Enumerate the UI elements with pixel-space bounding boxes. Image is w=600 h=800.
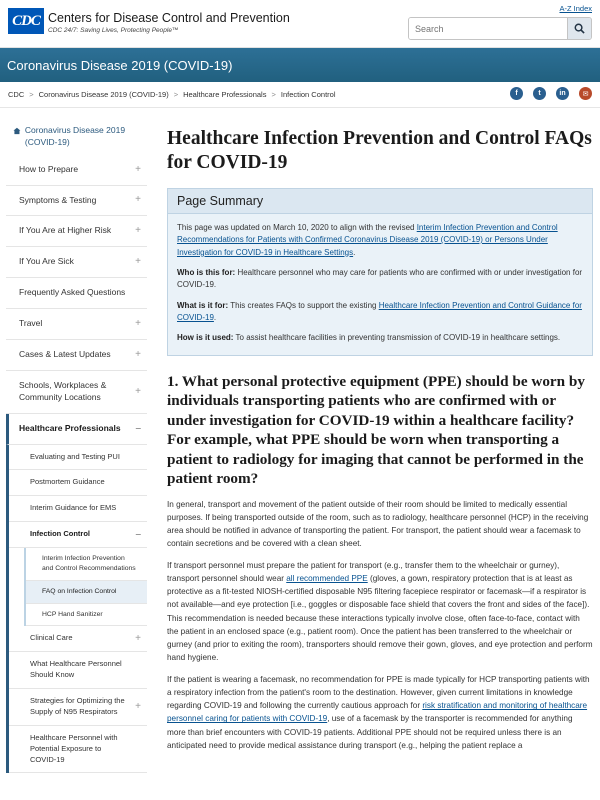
sidebar-subitem-clinical-care[interactable] xyxy=(9,626,147,652)
question-heading: 1. What personal protective equipment (PPE) should be worn by individuals transporting patients who are confirmed with or under investigation for COVID-19 within a healthcare facility? For example, what PPE should be worn when transporting a patient to radiology for imaging that cannot be performed in the patient room? xyxy=(167,372,585,488)
collapse-icon[interactable]: – xyxy=(135,528,141,540)
answer-paragraph: In general, transport and movement of the patient outside of their room should be limited to medically essential purposes. If being transported outside of the room, such as to radiology, healthcare personnel (HCP) in the receiving area should be notified in advance of transporting the patient. For transport, the patient should wear a facemask to contain secretions and be covered with a clean sheet. xyxy=(167,499,589,548)
sidebar-subitem-label: Interim Guidance for EMS xyxy=(30,503,117,513)
summary-updated: This page was updated on March 10, 2020 to align with the revised Interim Infection Prevention and Control Recommendations for Patients with Confirmed Coronavirus Disease 2019 (COVID-19) or Persons Under Investigation for COVID-19 in Healthcare Settings. xyxy=(177,222,558,257)
sidebar-subitem-evaluating-and-testing-pui[interactable] xyxy=(9,445,147,471)
breadcrumb-separator: > xyxy=(173,90,179,99)
breadcrumb-covid[interactable]: Coronavirus Disease 2019 (COVID-19) xyxy=(38,90,169,99)
sidebar-item-schools-workplaces-and-community-locations[interactable] xyxy=(6,371,147,414)
summary-what-link[interactable]: Healthcare Infection Prevention and Control Guidance for COVID-19 xyxy=(177,300,582,323)
home-icon xyxy=(13,126,21,136)
sidebar-subsubitem[interactable]: Interim Infection Prevention and Control Recommendations xyxy=(26,548,147,581)
sidebar-item-label: If You Are at Higher Risk xyxy=(19,225,112,236)
sidebar-subitem-label: Evaluating and Testing PUI xyxy=(30,451,120,461)
brand[interactable] xyxy=(48,11,290,34)
sidebar-subitem-interim-guidance-for-ems[interactable] xyxy=(9,496,147,522)
summary-how: How is it used: To assist healthcare facilities in preventing transmission of COVID-19 in healthcare settings. xyxy=(177,333,561,343)
expand-icon[interactable]: + xyxy=(135,318,141,330)
social-share xyxy=(510,87,592,100)
sidebar-subitem-label: Clinical Care xyxy=(30,633,73,643)
banner-title[interactable]: Coronavirus Disease 2019 (COVID-19) xyxy=(7,57,233,73)
sidebar-subitem-postmortem-guidance[interactable] xyxy=(9,470,147,496)
linkedin-icon[interactable]: in xyxy=(556,87,569,100)
healthcare-subnav xyxy=(6,445,147,774)
search-icon xyxy=(574,23,585,34)
breadcrumb-cdc[interactable]: CDC xyxy=(8,90,25,99)
expand-icon[interactable]: + xyxy=(135,225,141,237)
sidebar-item-label: Symptoms & Testing xyxy=(19,194,97,205)
sidebar-item-if-you-are-sick[interactable] xyxy=(6,247,147,278)
cdc-logo[interactable]: CDC xyxy=(8,8,44,34)
search-input[interactable] xyxy=(409,18,567,39)
breadcrumb-separator: > xyxy=(29,90,34,99)
sidebar-item-cases-and-latest-updates[interactable] xyxy=(6,340,147,371)
breadcrumb-separator: > xyxy=(271,90,276,99)
sidebar-home-label: Coronavirus Disease 2019 (COVID-19) xyxy=(24,125,126,148)
sidebar-subitem-label: Healthcare Personnel with Potential Exposure to COVID-19 xyxy=(30,732,118,764)
sidebar-item-symptoms-and-testing[interactable] xyxy=(6,186,147,217)
sidebar-item-label: Frequently Asked Questions xyxy=(19,287,126,298)
sidebar-subitem-healthcare-personnel-with-potential-exposure-to-covid-19[interactable] xyxy=(9,726,147,774)
answer-paragraph: If the patient is wearing a facemask, no recommendation for PPE is made typically for HCP transporting patients with a respiratory infection from the patient's room to the destination. However, given current limitations in knowledge regarding COVID-19 and following the currently cautious approach for risk stratification and monitoring of healthcare personnel caring for patients with COVID-19, use of a facemask by the transporter is recommended for anything more than brief encounters with COVID-19 patients. Additional PPE should not be required unless there is an anticipated need to provide medical assistance during transport (e.g., helping the patient replace a xyxy=(167,675,590,750)
sidebar-subitem-infection-control[interactable] xyxy=(9,522,147,548)
sidebar-subitem-label: Postmortem Guidance xyxy=(30,477,105,487)
summary-body xyxy=(168,214,592,355)
expand-icon[interactable]: + xyxy=(135,348,141,360)
summary-heading: Page Summary xyxy=(168,189,592,214)
twitter-icon[interactable]: t xyxy=(533,87,546,100)
expand-icon[interactable]: + xyxy=(135,632,141,644)
search-bar xyxy=(408,17,592,40)
infection-control-subnav xyxy=(24,548,147,626)
summary-who: Who is this for: Healthcare personnel who may care for patients who are confirmed with or under investigation for COVID-19. xyxy=(177,267,583,290)
sidebar-item-label: Travel xyxy=(19,318,43,329)
az-index-link[interactable]: A-Z Index xyxy=(559,4,592,13)
sidebar-subsubitem[interactable]: HCP Hand Sanitizer xyxy=(26,604,147,627)
sidebar-item-frequently-asked-questions[interactable] xyxy=(6,278,147,309)
sidebar-item-label: Schools, Workplaces & Community Locations xyxy=(19,379,107,402)
summary-updated-link[interactable]: Interim Infection Prevention and Control Recommendations for Patients with Confirmed Coronavirus Disease 2019 (COVID-19) or Persons Under Investigation for COVID-19 in Healthcare Settings xyxy=(177,222,558,257)
sidebar-item-travel[interactable] xyxy=(6,309,147,340)
site-header xyxy=(0,0,600,48)
risk-stratification-link[interactable]: risk stratification and monitoring of healthcare personnel caring for patients with COVID-19 xyxy=(167,701,588,724)
answer-paragraph: If transport personnel must prepare the patient for transport (e.g., transfer them to the wheelchair or gurney), transport personnel should wear all recommended PPE (gloves, a gown, respiratory protection that is at least as protective as a fit-tested NIOSH-certified disposable N95 filtering facepiece respirator or facemask—if a respirator is not available—and eye protection [i.e., goggles or disposable face shield that covers the front and sides of the face]). This recommendation is needed because these interactions typically involve close, often face-to-face, contact with the patient in an enclosed space (e.g., patient room). Once the patient has been transferred to the wheelchair or gurney (and prior to exiting the room), transporters should remove their gown, gloves, and eye protection and perform hand hygiene. xyxy=(167,561,593,662)
expand-icon[interactable]: + xyxy=(135,700,141,712)
left-nav xyxy=(6,118,147,773)
expand-icon[interactable]: + xyxy=(135,385,141,397)
breadcrumb-infection-control[interactable]: Infection Control xyxy=(280,90,336,99)
site-tagline: CDC 24/7: Saving Lives, Protecting People™ xyxy=(48,27,179,34)
sidebar-subitem-label: What Healthcare Personnel Should Know xyxy=(30,659,122,680)
expand-icon[interactable]: + xyxy=(135,163,141,175)
sidebar-subitem-label: Infection Control xyxy=(30,529,90,539)
email-icon[interactable]: ✉ xyxy=(579,87,592,100)
sidebar-subsubitem-current[interactable]: FAQ on Infection Control xyxy=(26,581,147,604)
main-content xyxy=(167,120,593,752)
sidebar-subitem-label: Strategies for Optimizing the Supply of N95 Respirators xyxy=(30,696,125,716)
sidebar-item-healthcare-professionals[interactable] xyxy=(6,414,147,445)
search-button[interactable] xyxy=(567,18,591,39)
breadcrumb-healthcare[interactable]: Healthcare Professionals xyxy=(183,90,267,99)
page-summary xyxy=(167,188,593,356)
expand-icon[interactable]: + xyxy=(135,194,141,206)
sidebar-subitem-what-healthcare-personnel-should-know[interactable] xyxy=(9,652,147,689)
expand-icon[interactable]: + xyxy=(135,256,141,268)
page-title: Healthcare Infection Prevention and Control FAQs for COVID-19 xyxy=(167,128,592,174)
sidebar-item-label: Healthcare Professionals xyxy=(19,422,121,433)
sidebar-item-if-you-are-at-higher-risk[interactable] xyxy=(6,216,147,247)
sidebar-item-how-to-prepare[interactable] xyxy=(6,155,147,186)
facebook-icon[interactable]: f xyxy=(510,87,523,100)
collapse-icon[interactable]: – xyxy=(135,422,141,434)
sidebar-item-label: How to Prepare xyxy=(19,163,79,174)
sidebar-subitem-strategies-for-optimizing-the-supply-of-n95-respirators[interactable] xyxy=(9,689,147,726)
topic-banner xyxy=(0,48,600,82)
site-name: Centers for Disease Control and Prevention xyxy=(48,11,290,25)
sidebar-item-label: Cases & Latest Updates xyxy=(19,348,111,359)
sidebar-item-label: If You Are Sick xyxy=(19,256,74,267)
sidebar-home[interactable] xyxy=(6,118,147,155)
summary-what: What is it for: This creates FAQs to support the existing Healthcare Infection Prevention and Control Guidance for COVID-19. xyxy=(177,300,582,323)
recommended-ppe-link[interactable]: all recommended PPE xyxy=(286,574,368,584)
